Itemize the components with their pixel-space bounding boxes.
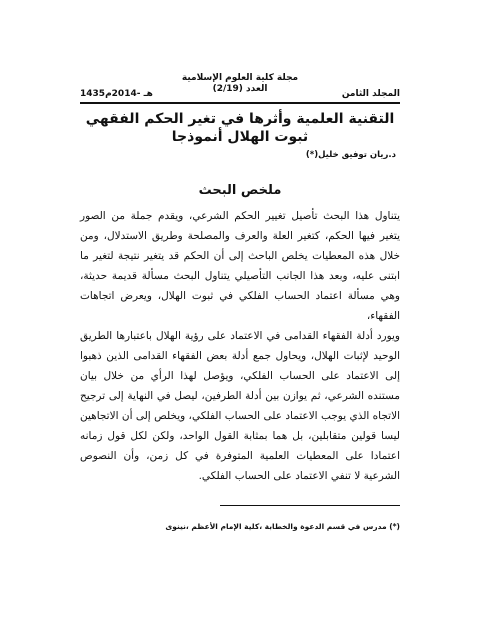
abstract-heading: ملخص البحث <box>198 183 282 198</box>
abstract-paragraph: يتناول هذا البحث تأصيل تغيير الحكم الشرعي، ويقدم جملة من الصور يتغير فيها الحكم، كتغير العلة والعرف والمصلحة وطريق الاستدلال، ومن خلال هذه المعطيات يخلص الباحث إلى أن الحكم قد يتغير نتيجة لتغير ما ابتنى عليه، وبعد هذا الجانب التأصيلي يتناول البحث مسألة قديمة حديثة، وهي مسألة اعتماد الحساب الفلكي في ثبوت الهلال، ويعرض اتجاهات الفقهاء، <box>80 210 400 322</box>
journal-name: مجلة كلية العلوم الإسلامية <box>181 73 299 83</box>
volume-number: المجلد الثامن <box>341 89 400 99</box>
abstract-paragraph: ويورد أدلة الفقهاء القدامى في الاعتماد على رؤية الهلال باعتبارها الطريق الوحيد لإثبات الهلال، ويحاول جمع أدلة بعض الفقهاء القدامى الذين ذهبوا إلى الاعتماد على الحساب الفلكي، ويؤصل لهذا الرأي من خلال بيان مستنده الشرعي، ثم يوازن بين أدلة الطرفين، ليصل في النهاية إلى ترجيح الاتجاه الذي يوجب الاعتماد على الحساب الفلكي، ويخلص إلى أن الاتجاهين ليسا قولين متقابلين، بل هما بمثابة القول الواحد، ولكن لكل قول زمانه اعتمادا على المعطيات العلمية المتوفرة في كل زمن، وأن النصوص الشرعية لا تنفي الاعتماد على الحساب الفلكي. <box>80 330 400 482</box>
page-header <box>80 73 400 101</box>
footnote-divider <box>220 505 400 506</box>
footnote: (*) مدرس في قسم الدعوة والخطابة ،كلية الإمام الأعظم ،نينوى <box>165 522 400 531</box>
publication-date: 1435هـ -2014م <box>80 89 153 99</box>
issue-number: العدد (2/19) <box>212 84 268 94</box>
abstract-body <box>80 206 400 486</box>
article-title: التقنية العلمية وأثرها في تغير الحكم الفقهي ثبوت الهلال أنموذجا <box>85 111 395 145</box>
author-name: د.ريان توفيق خليل(*) <box>305 150 396 160</box>
header-divider <box>80 102 400 104</box>
